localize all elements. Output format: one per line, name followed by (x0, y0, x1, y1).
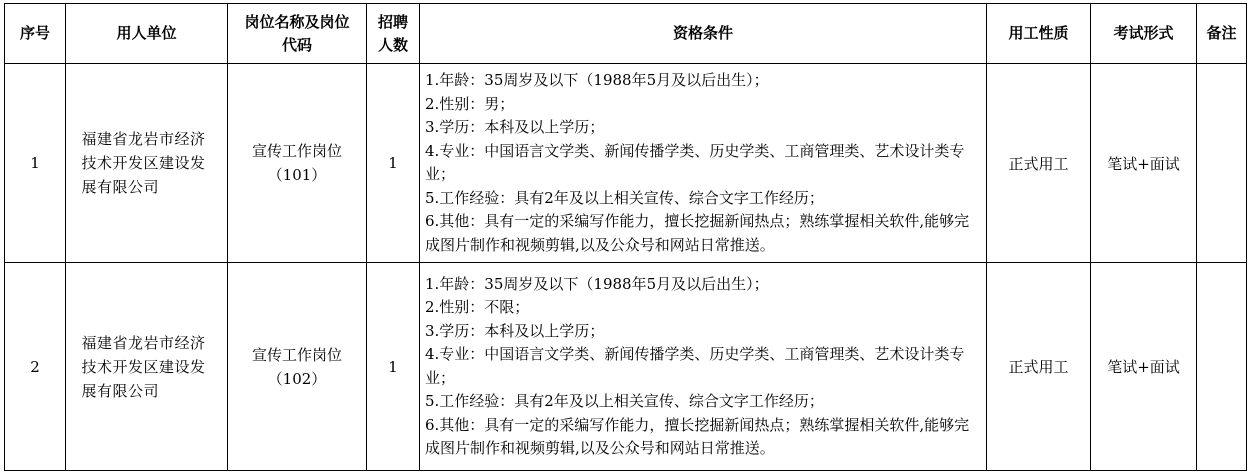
position-cell (228, 263, 367, 471)
header-row (5, 4, 1247, 64)
employment-type-cell: 正式用工 (987, 64, 1091, 263)
requirement-age: 1.年龄：35周岁及以下（1988年5月及以后出生）； (425, 274, 769, 293)
requirement-other: 6.其他：具有一定的采编写作能力，擅长挖掘新闻热点；熟练掌握相关软件,能够完成图片制作和视频剪辑,以及公众号和网站日常推送。 (425, 212, 970, 254)
exam-cell: 笔试+面试 (1091, 64, 1197, 263)
requirements-list (420, 69, 986, 257)
count-cell: 1 (367, 263, 420, 471)
remarks-cell (1197, 64, 1247, 263)
requirement-major: 4.专业：中国语言文学类、新闻传播学类、历史学类、工商管理类、艺术设计类专业； (425, 141, 965, 183)
header-position (228, 4, 367, 64)
unit-cell (66, 64, 228, 263)
remarks-cell (1197, 263, 1247, 471)
header-requirements: 资格条件 (420, 4, 987, 64)
employment-type-cell: 正式用工 (987, 263, 1091, 471)
header-remarks: 备注 (1197, 4, 1247, 64)
requirements-cell (420, 64, 987, 263)
requirement-gender: 2.性别：男； (425, 94, 515, 113)
table-row (5, 64, 1247, 263)
requirements-list (420, 273, 986, 461)
requirement-experience: 5.工作经验：具有2年及以上相关宣传、综合文字工作经历； (425, 188, 824, 207)
position-code: （101） (267, 166, 327, 184)
exam-cell: 笔试+面试 (1091, 263, 1197, 471)
table-row (5, 263, 1247, 471)
requirement-experience: 5.工作经验：具有2年及以上相关宣传、综合文字工作经历； (425, 392, 824, 410)
requirement-education: 3.学历：本科及以上学历； (425, 321, 605, 340)
header-employment-type: 用工性质 (987, 4, 1091, 64)
header-count (367, 4, 420, 64)
unit-text: 福建省龙岩市经济技术开发区建设发展有限公司 (81, 130, 206, 196)
seq-cell: 2 (5, 263, 66, 471)
unit-text: 福建省龙岩市经济技术开发区建设发展有限公司 (81, 333, 206, 400)
requirement-education: 3.学历：本科及以上学历； (425, 118, 605, 136)
requirement-other: 6.其他：具有一定的采编写作能力，擅长挖掘新闻热点；熟练掌握相关软件,能够完成图片制作和视频剪辑,以及公众号和网站日常推送。 (425, 415, 970, 457)
header-position-label: 岗位名称及岗位代码 (244, 12, 350, 54)
header-unit: 用人单位 (66, 4, 228, 64)
seq-cell: 1 (5, 64, 66, 263)
position-name: 宣传工作岗位 (251, 345, 342, 364)
position-name: 宣传工作岗位 (251, 142, 342, 160)
unit-cell (66, 263, 228, 471)
requirement-major: 4.专业：中国语言文学类、新闻传播学类、历史学类、工商管理类、艺术设计类专业； (425, 345, 965, 387)
requirement-age: 1.年龄：35周岁及以下（1988年5月及以后出生）； (425, 71, 769, 89)
requirement-gender: 2.性别：不限； (425, 298, 530, 316)
requirements-cell (420, 263, 987, 471)
count-cell: 1 (367, 64, 420, 263)
header-exam: 考试形式 (1091, 4, 1197, 64)
header-count-label: 招聘人数 (377, 12, 408, 54)
position-code: （102） (267, 369, 327, 388)
header-seq: 序号 (5, 4, 66, 64)
recruitment-table (4, 3, 1247, 471)
position-cell (228, 64, 367, 263)
